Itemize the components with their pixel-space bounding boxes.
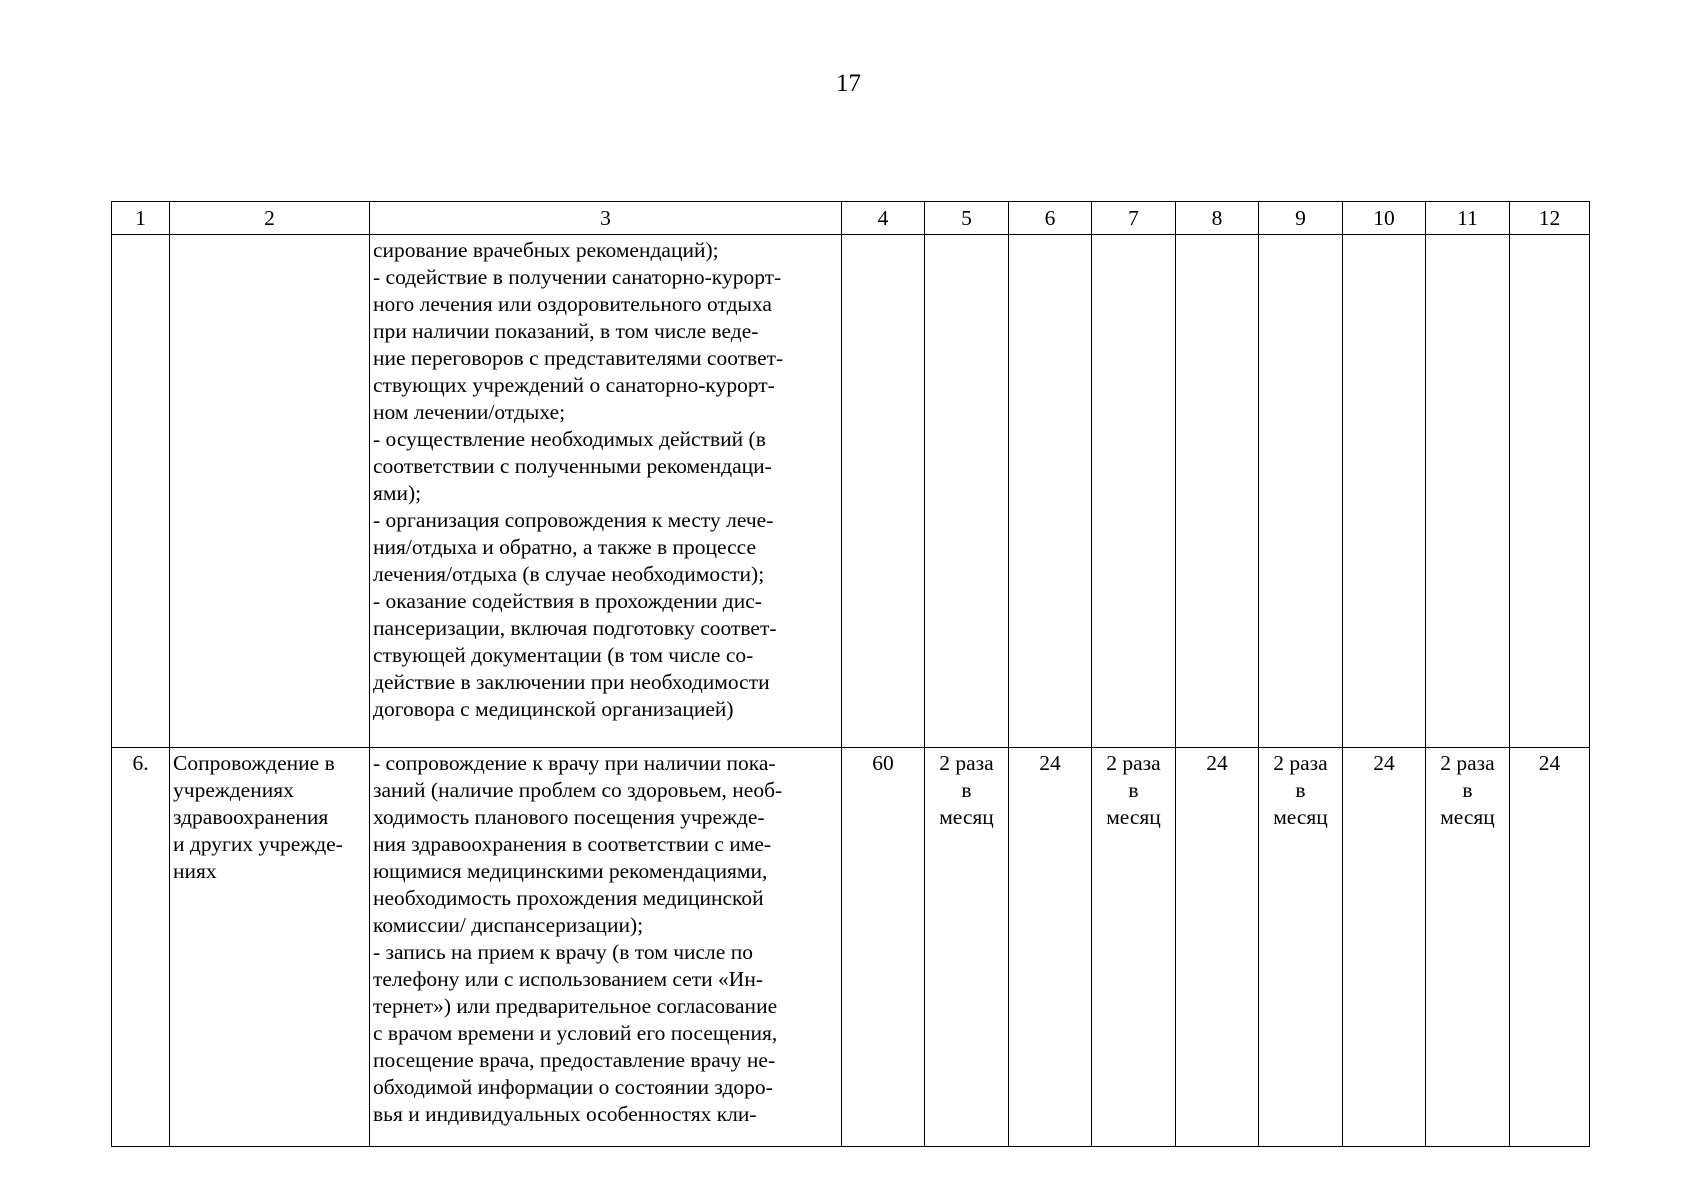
frequency-cell: [1259, 748, 1343, 1147]
header-cell: 3: [370, 202, 842, 235]
name-cell: [170, 235, 370, 748]
description-line: с врачом времени и условий его посещения,: [373, 1021, 778, 1045]
description-line: заний (наличие проблем со здоровьем, необ-: [373, 778, 783, 802]
frequency-line: месяц: [1273, 805, 1328, 829]
description-line: необходимость прохождения медицинской: [373, 886, 764, 910]
header-cell: 2: [170, 202, 370, 235]
frequency-cell: [1426, 748, 1510, 1147]
description-line: договора с медицинской организацией): [373, 697, 734, 721]
header-cell: 12: [1510, 202, 1590, 235]
name-line: ниях: [173, 859, 217, 883]
value-cell: [1426, 235, 1510, 748]
description-line: соответствии с полученными рекомендаци-: [373, 454, 772, 478]
description-line: - сопровождение к врачу при наличии пока-: [373, 751, 776, 775]
header-cell: 1: [112, 202, 170, 235]
description-line: - содействие в получении санаторно-курорт-: [373, 265, 782, 289]
value-cell: 24: [1343, 748, 1426, 1147]
description-line: - оказание содействия в прохождении дис-: [373, 589, 762, 613]
services-table: [111, 201, 1590, 1147]
value-cell: [925, 235, 1009, 748]
description-line: обходимой информации о состоянии здоро-: [373, 1075, 773, 1099]
description-line: - организация сопровождения к месту лече-: [373, 508, 774, 532]
description-line: лечения/отдыха (в случае необходимости);: [373, 562, 765, 586]
frequency-line: 2 раза: [939, 751, 994, 775]
description-line: вья и индивидуальных особенностях кли-: [373, 1102, 757, 1126]
frequency-line: в: [961, 778, 972, 802]
header-cell: 5: [925, 202, 1009, 235]
description-line: - запись на прием к врачу (в том числе по: [373, 940, 753, 964]
header-cell: 10: [1343, 202, 1426, 235]
name-line: и других учрежде-: [173, 832, 343, 856]
frequency-line: в: [1295, 778, 1306, 802]
number-cell: [112, 235, 170, 748]
description-line: ями);: [373, 481, 422, 505]
name-line: Сопровождение в: [173, 751, 335, 775]
header-cell: 6: [1009, 202, 1092, 235]
value-cell: 24: [1510, 748, 1590, 1147]
value-cell: 60: [842, 748, 925, 1147]
description-line: комиссии/ диспансеризации);: [373, 913, 644, 937]
description-line: ствующих учреждений о санаторно-курорт-: [373, 373, 775, 397]
description-cell: [370, 748, 842, 1147]
value-cell: [1092, 235, 1176, 748]
table-header-row: [112, 202, 1590, 235]
value-cell: [1009, 235, 1092, 748]
value-cell: [1176, 235, 1259, 748]
table-row-continuation: [112, 235, 1590, 748]
number-cell: 6.: [112, 748, 170, 1147]
header-cell: 4: [842, 202, 925, 235]
page-number: 17: [836, 70, 861, 97]
description-line: при наличии показаний, в том числе веде-: [373, 319, 759, 343]
frequency-cell: [925, 748, 1009, 1147]
header-cell: 11: [1426, 202, 1510, 235]
description-line: ном лечении/отдыхе;: [373, 400, 566, 424]
frequency-line: 2 раза: [1440, 751, 1495, 775]
description-line: посещение врача, предоставление врачу не-: [373, 1048, 776, 1072]
frequency-cell: [1092, 748, 1176, 1147]
name-cell: [170, 748, 370, 1147]
description-line: - осуществление необходимых действий (в: [373, 427, 766, 451]
name-line: учреждениях: [173, 778, 294, 802]
frequency-line: месяц: [1106, 805, 1161, 829]
description-line: ного лечения или оздоровительного отдыха: [373, 292, 772, 316]
description-line: ходимость планового посещения учрежде-: [373, 805, 765, 829]
description-line: телефону или с использованием сети «Ин-: [373, 967, 764, 991]
description-line: ния/отдыха и обратно, а также в процессе: [373, 535, 756, 559]
frequency-line: месяц: [939, 805, 994, 829]
description-line: ствующей документации (в том числе со-: [373, 643, 754, 667]
description-line: тернет») или предварительное согласование: [373, 994, 778, 1018]
frequency-line: 2 раза: [1106, 751, 1161, 775]
description-cell: [370, 235, 842, 748]
header-cell: 8: [1176, 202, 1259, 235]
table-row-6: [112, 748, 1590, 1147]
description-line: ющимися медицинскими рекомендациями,: [373, 859, 768, 883]
value-cell: 24: [1009, 748, 1092, 1147]
frequency-line: в: [1128, 778, 1139, 802]
description-line: ния здравоохранения в соответствии с име-: [373, 832, 772, 856]
frequency-line: 2 раза: [1273, 751, 1328, 775]
description-line: ние переговоров с представителями соответ-: [373, 346, 784, 370]
value-cell: [1259, 235, 1343, 748]
frequency-line: месяц: [1440, 805, 1495, 829]
description-line: пансеризации, включая подготовку соответ-: [373, 616, 777, 640]
header-cell: 9: [1259, 202, 1343, 235]
value-cell: [1343, 235, 1426, 748]
description-line: сирование врачебных рекомендаций);: [373, 238, 719, 262]
name-line: здравоохранения: [173, 805, 329, 829]
value-cell: [842, 235, 925, 748]
description-line: действие в заключении при необходимости: [373, 670, 770, 694]
frequency-line: в: [1462, 778, 1473, 802]
value-cell: 24: [1176, 748, 1259, 1147]
value-cell: [1510, 235, 1590, 748]
header-cell: 7: [1092, 202, 1176, 235]
